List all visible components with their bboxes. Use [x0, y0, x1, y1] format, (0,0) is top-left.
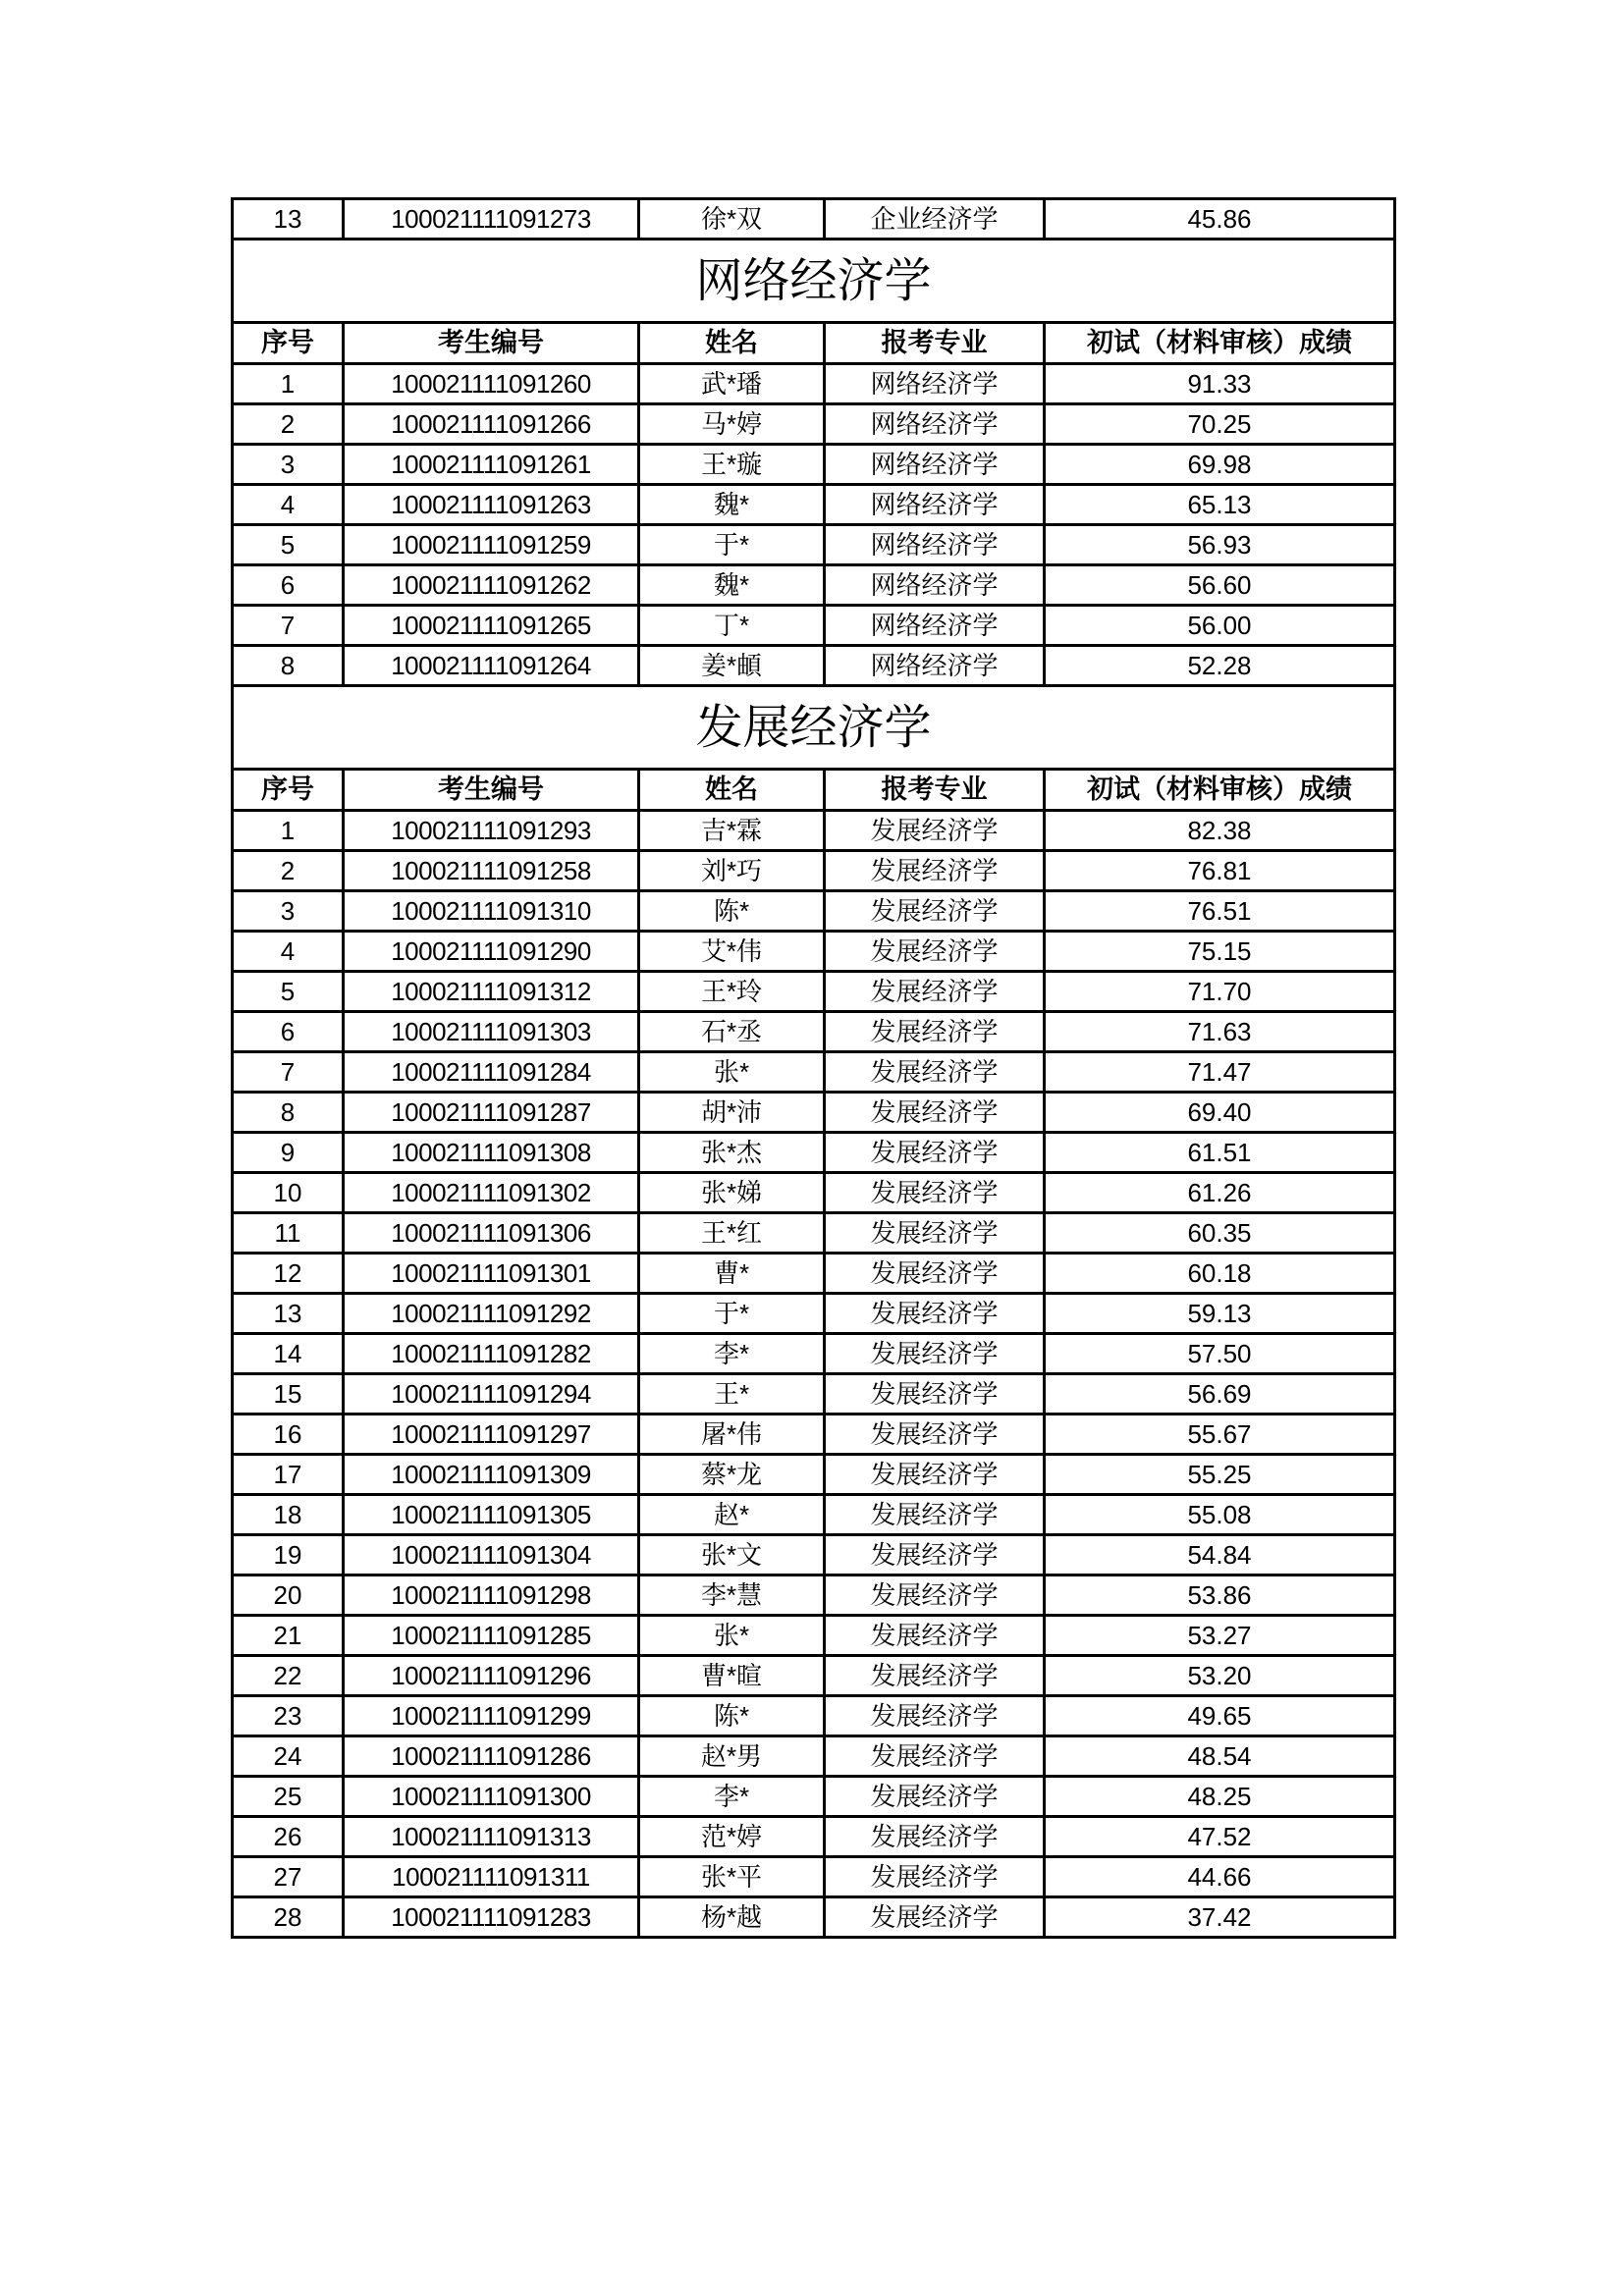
column-header-seq: 序号 [233, 323, 344, 364]
cell-id: 100021111091293 [344, 811, 639, 851]
cell-id: 100021111091287 [344, 1093, 639, 1133]
table-row [233, 364, 1395, 404]
cell-major: 发展经济学 [825, 972, 1045, 1012]
cell-score: 55.08 [1045, 1495, 1395, 1535]
cell-name: 陈* [639, 1696, 825, 1736]
table-row [233, 932, 1395, 972]
cell-major: 发展经济学 [825, 1495, 1045, 1535]
cell-major: 网络经济学 [825, 485, 1045, 525]
cell-major: 发展经济学 [825, 851, 1045, 891]
cell-score: 60.18 [1045, 1254, 1395, 1294]
table-row [233, 1012, 1395, 1052]
table-row [233, 1093, 1395, 1133]
table-row [233, 1736, 1395, 1777]
cell-name: 曹*暄 [639, 1656, 825, 1696]
cell-id: 100021111091283 [344, 1897, 639, 1938]
table-row [233, 1415, 1395, 1455]
cell-name: 张*平 [639, 1857, 825, 1897]
column-header-score: 初试（材料审核）成绩 [1045, 770, 1395, 811]
score-table [231, 197, 1396, 1939]
cell-id: 100021111091294 [344, 1374, 639, 1415]
cell-score: 59.13 [1045, 1294, 1395, 1334]
cell-id: 100021111091300 [344, 1777, 639, 1817]
cell-score: 37.42 [1045, 1897, 1395, 1938]
cell-seq: 3 [233, 445, 344, 485]
cell-seq: 24 [233, 1736, 344, 1777]
cell-seq: 11 [233, 1213, 344, 1254]
cell-id: 100021111091312 [344, 972, 639, 1012]
cell-score: 60.35 [1045, 1213, 1395, 1254]
cell-name: 姜*頔 [639, 646, 825, 686]
cell-id: 100021111091305 [344, 1495, 639, 1535]
cell-score: 47.52 [1045, 1817, 1395, 1857]
cell-id: 100021111091282 [344, 1334, 639, 1374]
cell-name: 赵*男 [639, 1736, 825, 1777]
cell-score: 52.28 [1045, 646, 1395, 686]
cell-major: 网络经济学 [825, 525, 1045, 565]
cell-score: 70.25 [1045, 404, 1395, 445]
cell-score: 76.51 [1045, 891, 1395, 932]
cell-major: 发展经济学 [825, 1173, 1045, 1213]
cell-name: 蔡*龙 [639, 1455, 825, 1495]
section-heading-row [233, 686, 1395, 770]
cell-name: 王*玲 [639, 972, 825, 1012]
table-row [233, 1817, 1395, 1857]
table-row [233, 1213, 1395, 1254]
cell-score: 44.66 [1045, 1857, 1395, 1897]
cell-score: 53.20 [1045, 1656, 1395, 1696]
cell-major: 发展经济学 [825, 1415, 1045, 1455]
column-header-row [233, 323, 1395, 364]
cell-major: 发展经济学 [825, 1213, 1045, 1254]
cell-score: 69.40 [1045, 1093, 1395, 1133]
cell-score: 61.26 [1045, 1173, 1395, 1213]
cell-id: 100021111091258 [344, 851, 639, 891]
table-row [233, 1575, 1395, 1616]
cell-major: 网络经济学 [825, 646, 1045, 686]
cell-id: 100021111091273 [344, 199, 639, 240]
cell-name: 丁* [639, 606, 825, 646]
cell-seq: 7 [233, 1052, 344, 1093]
cell-id: 100021111091290 [344, 932, 639, 972]
cell-id: 100021111091286 [344, 1736, 639, 1777]
cell-major: 发展经济学 [825, 1656, 1045, 1696]
cell-id: 100021111091296 [344, 1656, 639, 1696]
table-row [233, 525, 1395, 565]
table-row [233, 565, 1395, 606]
cell-score: 57.50 [1045, 1334, 1395, 1374]
cell-name: 马*婷 [639, 404, 825, 445]
cell-name: 王* [639, 1374, 825, 1415]
cell-major: 网络经济学 [825, 565, 1045, 606]
cell-name: 李* [639, 1334, 825, 1374]
cell-id: 100021111091264 [344, 646, 639, 686]
cell-major: 发展经济学 [825, 1294, 1045, 1334]
cell-major: 发展经济学 [825, 1817, 1045, 1857]
cell-id: 100021111091262 [344, 565, 639, 606]
column-header-id: 考生编号 [344, 770, 639, 811]
cell-score: 69.98 [1045, 445, 1395, 485]
cell-seq: 14 [233, 1334, 344, 1374]
table-row [233, 1052, 1395, 1093]
table-row [233, 1294, 1395, 1334]
cell-id: 100021111091310 [344, 891, 639, 932]
cell-id: 100021111091260 [344, 364, 639, 404]
cell-id: 100021111091311 [344, 1857, 639, 1897]
cell-seq: 20 [233, 1575, 344, 1616]
cell-seq: 16 [233, 1415, 344, 1455]
column-header-major: 报考专业 [825, 323, 1045, 364]
cell-score: 48.25 [1045, 1777, 1395, 1817]
cell-score: 54.84 [1045, 1535, 1395, 1575]
cell-score: 71.63 [1045, 1012, 1395, 1052]
table-row [233, 851, 1395, 891]
column-header-row [233, 770, 1395, 811]
cell-name: 曹* [639, 1254, 825, 1294]
cell-seq: 21 [233, 1616, 344, 1656]
cell-score: 75.15 [1045, 932, 1395, 972]
cell-name: 杨*越 [639, 1897, 825, 1938]
cell-score: 56.93 [1045, 525, 1395, 565]
cell-score: 71.70 [1045, 972, 1395, 1012]
cell-seq: 12 [233, 1254, 344, 1294]
cell-seq: 17 [233, 1455, 344, 1495]
section-title: 网络经济学 [233, 240, 1395, 323]
cell-major: 发展经济学 [825, 1616, 1045, 1656]
cell-score: 91.33 [1045, 364, 1395, 404]
column-header-name: 姓名 [639, 770, 825, 811]
cell-id: 100021111091292 [344, 1294, 639, 1334]
cell-score: 56.00 [1045, 606, 1395, 646]
cell-score: 65.13 [1045, 485, 1395, 525]
cell-seq: 18 [233, 1495, 344, 1535]
cell-name: 张*文 [639, 1535, 825, 1575]
cell-id: 100021111091261 [344, 445, 639, 485]
table-row [233, 972, 1395, 1012]
cell-major: 网络经济学 [825, 364, 1045, 404]
cell-id: 100021111091306 [344, 1213, 639, 1254]
table-row [233, 1857, 1395, 1897]
cell-score: 55.25 [1045, 1455, 1395, 1495]
cell-name: 屠*伟 [639, 1415, 825, 1455]
cell-id: 100021111091298 [344, 1575, 639, 1616]
cell-score: 76.81 [1045, 851, 1395, 891]
cell-name: 魏* [639, 485, 825, 525]
cell-seq: 5 [233, 972, 344, 1012]
cell-id: 100021111091302 [344, 1173, 639, 1213]
table-row [233, 811, 1395, 851]
cell-score: 45.86 [1045, 199, 1395, 240]
cell-name: 吉*霖 [639, 811, 825, 851]
table-row [233, 1254, 1395, 1294]
table-row [233, 1656, 1395, 1696]
cell-score: 53.86 [1045, 1575, 1395, 1616]
cell-seq: 10 [233, 1173, 344, 1213]
cell-name: 胡*沛 [639, 1093, 825, 1133]
cell-name: 陈* [639, 891, 825, 932]
table-row [233, 1897, 1395, 1938]
cell-name: 艾*伟 [639, 932, 825, 972]
cell-id: 100021111091301 [344, 1254, 639, 1294]
cell-id: 100021111091309 [344, 1455, 639, 1495]
cell-seq: 6 [233, 565, 344, 606]
cell-major: 发展经济学 [825, 1575, 1045, 1616]
cell-name: 徐*双 [639, 199, 825, 240]
cell-seq: 27 [233, 1857, 344, 1897]
table-row [233, 891, 1395, 932]
cell-major: 发展经济学 [825, 1897, 1045, 1938]
cell-seq: 4 [233, 485, 344, 525]
cell-seq: 8 [233, 1093, 344, 1133]
table-row [233, 606, 1395, 646]
cell-seq: 25 [233, 1777, 344, 1817]
cell-name: 于* [639, 1294, 825, 1334]
table-row [233, 1334, 1395, 1374]
cell-name: 范*婷 [639, 1817, 825, 1857]
cell-id: 100021111091299 [344, 1696, 639, 1736]
cell-seq: 23 [233, 1696, 344, 1736]
section-title: 发展经济学 [233, 686, 1395, 770]
cell-id: 100021111091285 [344, 1616, 639, 1656]
cell-id: 100021111091266 [344, 404, 639, 445]
cell-major: 发展经济学 [825, 1012, 1045, 1052]
cell-name: 张*娣 [639, 1173, 825, 1213]
cell-major: 网络经济学 [825, 606, 1045, 646]
cell-id: 100021111091259 [344, 525, 639, 565]
cell-id: 100021111091263 [344, 485, 639, 525]
cell-seq: 8 [233, 646, 344, 686]
cell-score: 53.27 [1045, 1616, 1395, 1656]
cell-name: 张* [639, 1616, 825, 1656]
cell-name: 张*杰 [639, 1133, 825, 1173]
cell-name: 李* [639, 1777, 825, 1817]
cell-score: 55.67 [1045, 1415, 1395, 1455]
cell-major: 发展经济学 [825, 1133, 1045, 1173]
cell-seq: 9 [233, 1133, 344, 1173]
section-heading-row [233, 240, 1395, 323]
cell-score: 61.51 [1045, 1133, 1395, 1173]
cell-name: 武*璠 [639, 364, 825, 404]
cell-major: 发展经济学 [825, 891, 1045, 932]
cell-major: 网络经济学 [825, 404, 1045, 445]
cell-name: 于* [639, 525, 825, 565]
cell-seq: 1 [233, 364, 344, 404]
table-row [233, 1777, 1395, 1817]
table-row [233, 1696, 1395, 1736]
cell-major: 网络经济学 [825, 445, 1045, 485]
cell-major: 发展经济学 [825, 1736, 1045, 1777]
column-header-major: 报考专业 [825, 770, 1045, 811]
cell-seq: 22 [233, 1656, 344, 1696]
cell-score: 82.38 [1045, 811, 1395, 851]
table-row [233, 199, 1395, 240]
cell-major: 发展经济学 [825, 1374, 1045, 1415]
cell-major: 发展经济学 [825, 811, 1045, 851]
cell-id: 100021111091303 [344, 1012, 639, 1052]
cell-seq: 26 [233, 1817, 344, 1857]
cell-seq: 2 [233, 404, 344, 445]
table-row [233, 404, 1395, 445]
cell-score: 48.54 [1045, 1736, 1395, 1777]
cell-seq: 13 [233, 199, 344, 240]
cell-score: 49.65 [1045, 1696, 1395, 1736]
cell-seq: 4 [233, 932, 344, 972]
table-row [233, 1133, 1395, 1173]
cell-seq: 5 [233, 525, 344, 565]
cell-major: 发展经济学 [825, 1052, 1045, 1093]
table-row [233, 1495, 1395, 1535]
cell-major: 发展经济学 [825, 932, 1045, 972]
table-row [233, 1374, 1395, 1415]
cell-score: 71.47 [1045, 1052, 1395, 1093]
cell-name: 王*璇 [639, 445, 825, 485]
cell-major: 发展经济学 [825, 1334, 1045, 1374]
table-row [233, 1616, 1395, 1656]
table-row [233, 646, 1395, 686]
cell-seq: 19 [233, 1535, 344, 1575]
table-row [233, 1173, 1395, 1213]
cell-name: 赵* [639, 1495, 825, 1535]
cell-id: 100021111091284 [344, 1052, 639, 1093]
cell-name: 魏* [639, 565, 825, 606]
cell-score: 56.69 [1045, 1374, 1395, 1415]
cell-seq: 6 [233, 1012, 344, 1052]
cell-major: 发展经济学 [825, 1093, 1045, 1133]
column-header-name: 姓名 [639, 323, 825, 364]
cell-name: 刘*巧 [639, 851, 825, 891]
cell-major: 发展经济学 [825, 1535, 1045, 1575]
column-header-id: 考生编号 [344, 323, 639, 364]
table-row [233, 485, 1395, 525]
cell-id: 100021111091297 [344, 1415, 639, 1455]
cell-major: 发展经济学 [825, 1777, 1045, 1817]
cell-name: 王*红 [639, 1213, 825, 1254]
cell-major: 企业经济学 [825, 199, 1045, 240]
cell-id: 100021111091308 [344, 1133, 639, 1173]
cell-id: 100021111091313 [344, 1817, 639, 1857]
cell-name: 石*丞 [639, 1012, 825, 1052]
cell-id: 100021111091304 [344, 1535, 639, 1575]
score-document [231, 197, 1393, 1939]
cell-name: 李*慧 [639, 1575, 825, 1616]
cell-seq: 1 [233, 811, 344, 851]
cell-seq: 3 [233, 891, 344, 932]
cell-major: 发展经济学 [825, 1455, 1045, 1495]
cell-major: 发展经济学 [825, 1857, 1045, 1897]
cell-seq: 15 [233, 1374, 344, 1415]
cell-name: 张* [639, 1052, 825, 1093]
table-row [233, 1455, 1395, 1495]
cell-seq: 7 [233, 606, 344, 646]
cell-seq: 28 [233, 1897, 344, 1938]
cell-major: 发展经济学 [825, 1254, 1045, 1294]
table-row [233, 1535, 1395, 1575]
cell-score: 56.60 [1045, 565, 1395, 606]
column-header-seq: 序号 [233, 770, 344, 811]
cell-major: 发展经济学 [825, 1696, 1045, 1736]
cell-seq: 2 [233, 851, 344, 891]
table-row [233, 445, 1395, 485]
column-header-score: 初试（材料审核）成绩 [1045, 323, 1395, 364]
cell-id: 100021111091265 [344, 606, 639, 646]
cell-seq: 13 [233, 1294, 344, 1334]
